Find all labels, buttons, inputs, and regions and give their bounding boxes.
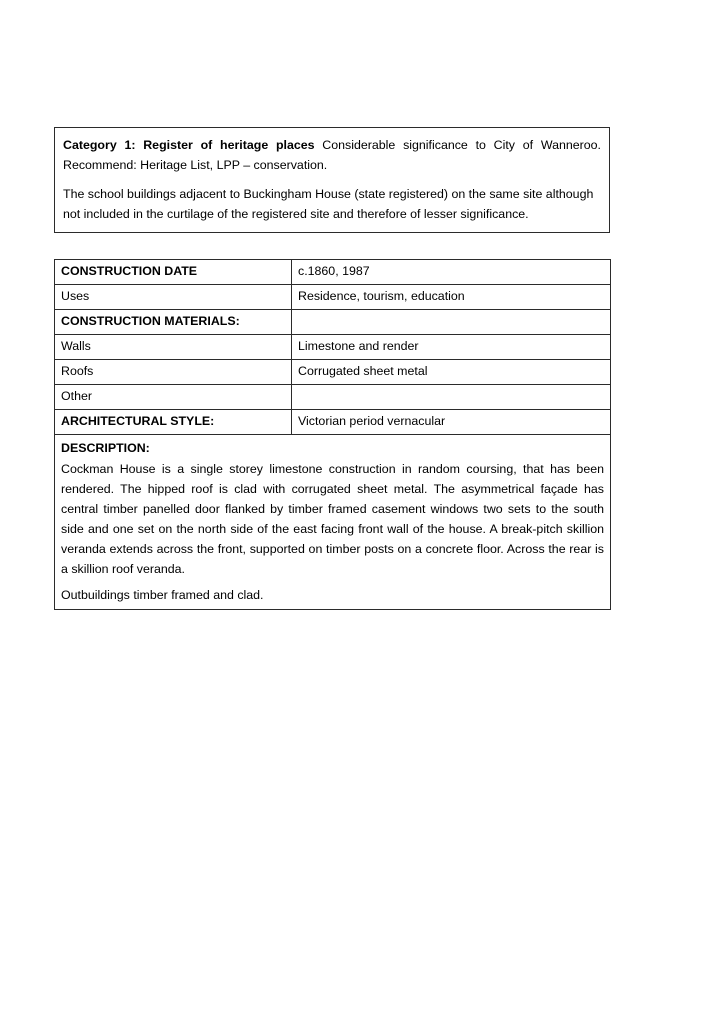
row-value — [292, 310, 611, 335]
description-outbuildings-note: Outbuildings timber framed and clad. — [61, 588, 264, 602]
category-heading-text: Category 1: Register of heritage places — [63, 138, 315, 152]
description-cell — [55, 435, 611, 610]
table-row — [55, 410, 611, 435]
row-value: Limestone and render — [292, 335, 611, 360]
row-value: Residence, tourism, education — [292, 285, 611, 310]
category-statement-paragraph — [63, 135, 601, 175]
table-row — [55, 260, 611, 285]
row-label: Roofs — [55, 360, 292, 385]
row-value: c.1860, 1987 — [292, 260, 611, 285]
row-label: Walls — [55, 335, 292, 360]
table-row — [55, 285, 611, 310]
row-value: Victorian period vernacular — [292, 410, 611, 435]
description-heading: DESCRIPTION: — [61, 441, 150, 455]
construction-details-table — [54, 259, 611, 610]
table-row — [55, 310, 611, 335]
row-label: ARCHITECTURAL STYLE: — [55, 410, 292, 435]
table-row — [55, 335, 611, 360]
row-label: CONSTRUCTION MATERIALS: — [55, 310, 292, 335]
row-value: Corrugated sheet metal — [292, 360, 611, 385]
row-label: Other — [55, 385, 292, 410]
category-secondary-paragraph: The school buildings adjacent to Buckingham House (state registered) on the same site although not included in the curtilage of the registered site and therefore of lesser significance. — [63, 187, 594, 221]
description-row — [55, 435, 611, 610]
description-body: Cockman House is a single storey limestone construction in random coursing, that has been rendered. The hipped roof is clad with corrugated sheet metal. The asymmetrical façade has central timber panelled door flanked by timber framed casement windows two sets to the south side and one set on the north side of the east facing front wall of the house. A break-pitch skillion veranda extends across the front, supported on timber posts on a concrete floor. Across the rear is a skillion roof veranda. — [61, 462, 604, 576]
category-significance-box — [54, 127, 610, 233]
table-row — [55, 385, 611, 410]
row-label: Uses — [55, 285, 292, 310]
row-value — [292, 385, 611, 410]
table-row — [55, 360, 611, 385]
category-body-text: Considerable significance to City of Wanneroo. Recommend: Heritage List, LPP – conservation. — [63, 138, 601, 172]
row-label: CONSTRUCTION DATE — [55, 260, 292, 285]
